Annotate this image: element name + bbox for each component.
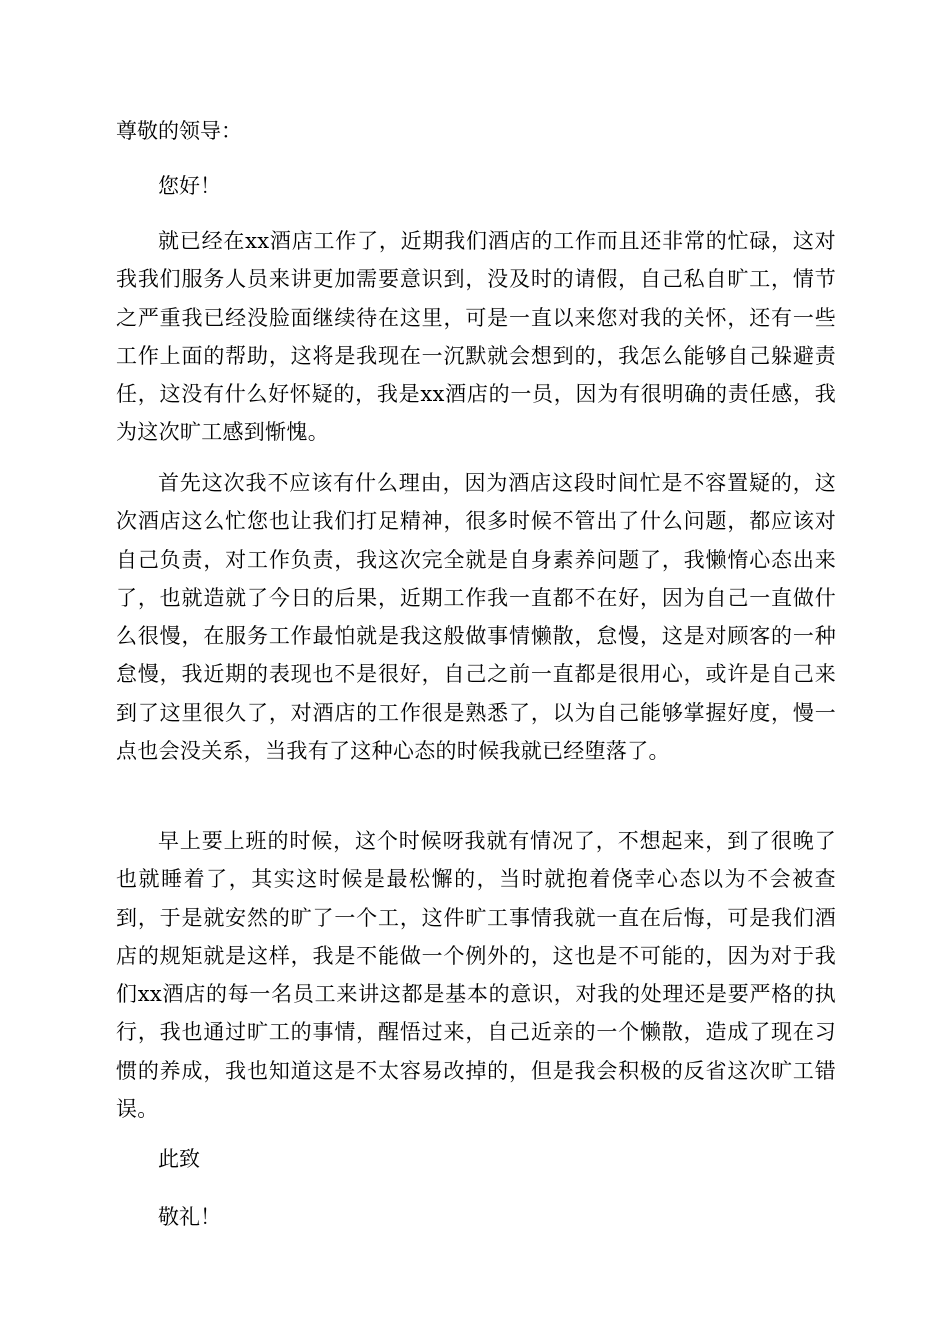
closing-salute: 敬礼！ xyxy=(158,1205,221,1229)
paragraph-1: 就已经在xx酒店工作了，近期我们酒店的工作而且还非常的忙碌，这对我我们服务人员来讲更加需要意识到，没及时的请假，自己私自旷工，情节之严重我已经没脸面继续待在这里，可是一直以来您对我的关怀，还有一些工作上面的帮助，这将是我现在一沉默就会想到的，我怎么能够自己躲避责任，这没有什么好怀疑的，我是xx酒店的一员，因为有很明确的责任感，我为这次旷工感到惭愧。 xyxy=(116,229,836,445)
greeting: 您好！ xyxy=(158,174,221,198)
salutation: 尊敬的领导： xyxy=(116,119,242,143)
paragraph-3: 早上要上班的时候，这个时候呀我就有情况了，不想起来，到了很晚了也就睡着了，其实这时候是最松懈的，当时就抱着侥幸心态以为不会被查到，于是就安然的旷了一个工，这件旷工事情我就一直在后悔，可是我们酒店的规矩就是这样，我是不能做一个例外的，这也是不可能的，因为对于我们xx酒店的每一名员工来讲这都是基本的意识，对我的处理还是要严格的执行，我也通过旷工的事情，醒悟过来，自己近亲的一个懒散，造成了现在习惯的养成，我也知道这是不太容易改掉的，但是我会积极的反省这次旷工错误。 xyxy=(116,829,836,1122)
paragraph-2: 首先这次我不应该有什么理由，因为酒店这段时间忙是不容置疑的，这次酒店这么忙您也让我们打足精神，很多时候不管出了什么问题，都应该对自己负责，对工作负责，我这次完全就是自身素养问题了，我懒惰心态出来了，也就造就了今日的后果，近期工作我一直都不在好，因为自己一直做什么很慢，在服务工作最怕就是我这般做事情懒散，怠慢，这是对顾客的一种怠慢，我近期的表现也不是很好，自己之前一直都是很用心，或许是自己来到了这里很久了，对酒店的工作很是熟悉了，以为自己能够掌握好度，慢一点也会没关系，当我有了这种心态的时候我就已经堕落了。 xyxy=(116,471,836,764)
closing-phrase: 此致 xyxy=(158,1147,200,1171)
